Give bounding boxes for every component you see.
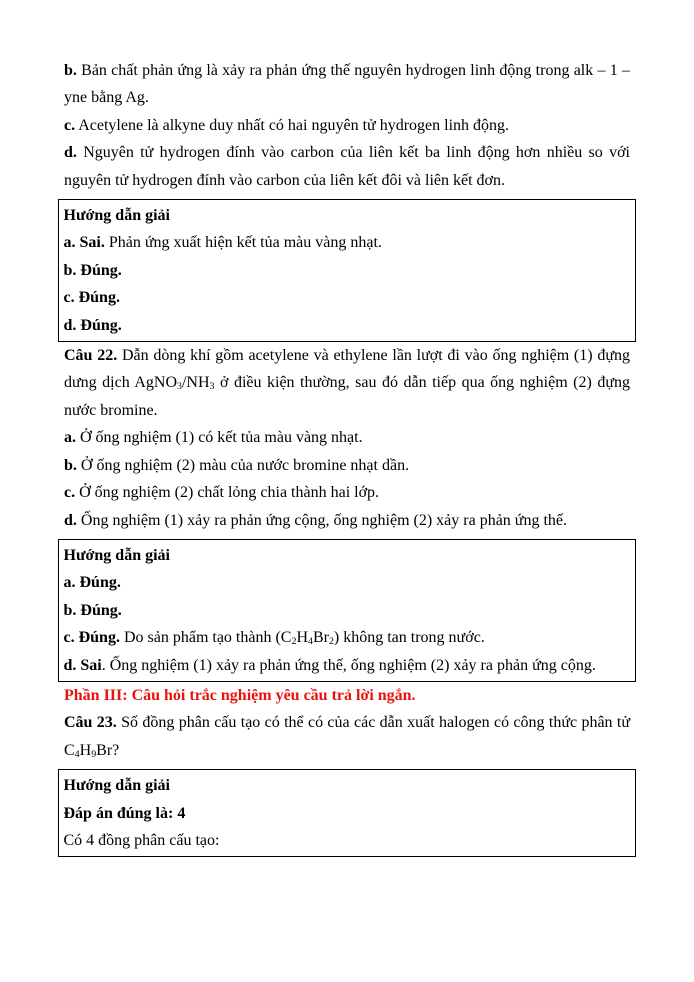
solution-title: Hướng dẫn giải — [63, 777, 170, 795]
document-content — [64, 57, 630, 857]
solution-title: Hướng dẫn giải — [63, 207, 170, 225]
solution-23-note — [64, 827, 630, 854]
statement-d-label: d. — [64, 144, 77, 162]
option-d-label: d. — [64, 511, 77, 529]
solution-21-d-label: d. Đúng. — [63, 316, 122, 334]
solution-21-a-text: Phản ứng xuất hiện kết tủa màu vàng nhạt. — [104, 234, 382, 252]
statement-c-label: c. — [64, 116, 76, 134]
statement-c — [64, 112, 630, 139]
solution-box-23-title — [64, 772, 630, 799]
solution-22-b — [64, 597, 630, 624]
subscript: 2 — [328, 635, 334, 647]
solution-22-c-text-3: Br — [312, 629, 329, 647]
part3-heading: Phần III: Câu hỏi trắc nghiệm yêu cầu trả lời ngắn. — [64, 686, 416, 704]
subscript: 4 — [308, 635, 313, 647]
option-a-label: a. — [64, 429, 76, 447]
solution-box-22-title — [64, 542, 630, 569]
solution-box-21-title — [64, 202, 630, 229]
solution-21-a-label: a. Sai. — [63, 234, 105, 252]
option-d-text: Ống nghiệm (1) xảy ra phản ứng cộng, ống nghiệm (2) xảy ra phản ứng thế. — [76, 511, 568, 529]
option-c-text: Ở ống nghiệm (2) chất lỏng chia thành hai lớp. — [75, 484, 380, 502]
statement-d — [64, 139, 630, 194]
option-b-text: Ở ống nghiệm (2) màu của nước bromine nhạt dần. — [76, 456, 410, 474]
solution-22-d — [64, 652, 630, 679]
solution-box-question-23 — [58, 769, 636, 857]
solution-22-d-text: . Ống nghiệm (1) xảy ra phản ứng thế, ống nghiệm (2) xảy ra phản ứng cộng. — [101, 656, 596, 674]
question-22-option-d — [64, 507, 630, 534]
solution-21-a — [64, 229, 630, 256]
question-23-label: Câu 23. — [64, 714, 117, 732]
solution-box-question-22 — [58, 539, 636, 682]
solution-22-c-label: c. Đúng. — [63, 629, 120, 647]
solution-22-c-text-4: ) không tan trong nước. — [333, 629, 485, 647]
question-22-text-2: /NH — [181, 374, 210, 392]
solution-23-answer — [64, 800, 630, 827]
statement-c-text: Acetylene là alkyne duy nhất có hai nguyên tử hydrogen linh động. — [75, 116, 510, 134]
question-22-text-3: ở điều kiện thường, sau đó dẫn tiếp qua ống nghiệm (2) đựng nước bromine. — [64, 374, 631, 419]
solution-22-a — [64, 569, 630, 596]
question-22-label: Câu 22. — [64, 347, 118, 365]
option-a-text: Ở ống nghiệm (1) có kết tủa màu vàng nhạt. — [76, 429, 363, 447]
question-22-option-b — [64, 452, 630, 479]
question-23 — [64, 709, 630, 764]
option-b-label: b. — [64, 456, 77, 474]
solution-21-b — [64, 257, 630, 284]
solution-21-c — [64, 284, 630, 311]
answer-label: Đáp án đúng là: 4 — [63, 804, 186, 822]
solution-22-c — [64, 624, 630, 651]
solution-21-b-label: b. Đúng. — [63, 261, 122, 279]
solution-box-question-21 — [58, 199, 636, 342]
solution-22-d-label: d. Sai — [63, 656, 102, 674]
statement-b-label: b. — [64, 62, 77, 79]
question-23-text-2: H — [79, 741, 92, 759]
solution-22-c-text-2: H — [296, 629, 308, 647]
question-22-option-c — [64, 479, 630, 506]
statement-b-text: Bản chất phản ứng là xảy ra phản ứng thế nguyên hydrogen linh động trong alk – 1 – yne bằng Ag. — [64, 62, 630, 107]
subscript: 2 — [291, 635, 297, 647]
question-22-text-1: Dẫn dòng khí gồm acetylene và ethylene lần lượt đi vào ống nghiệm (1) đựng dưng dịch AgNO — [64, 347, 631, 392]
statement-d-text: Nguyên tử hydrogen đính vào carbon của liên kết ba linh động hơn nhiều so với nguyên tử hydrogen đính vào carbon của liên kết đôi và liên kết đơn. — [64, 144, 630, 189]
note-text: Có 4 đồng phân cấu tạo: — [63, 831, 220, 849]
solution-21-d — [64, 312, 630, 339]
subscript: 3 — [209, 381, 215, 393]
subscript: 4 — [74, 748, 80, 760]
solution-22-c-text-1: Do sản phẩm tạo thành (C — [119, 629, 292, 647]
question-22-option-a — [64, 424, 630, 451]
solution-21-c-label: c. Đúng. — [63, 289, 120, 307]
subscript: 3 — [177, 381, 182, 393]
question-23-text-3: Br? — [96, 741, 120, 759]
solution-title: Hướng dẫn giải — [63, 546, 170, 564]
question-22 — [64, 342, 630, 424]
option-c-label: c. — [64, 484, 76, 502]
solution-22-a-label: a. Đúng. — [63, 574, 121, 592]
solution-22-b-label: b. Đúng. — [63, 601, 122, 619]
question-23-text-1: Số đồng phân cấu tạo có thể có của các dẫn xuất halogen có công thức phân tử C — [64, 714, 631, 759]
subscript: 9 — [91, 748, 97, 760]
statement-b — [64, 57, 630, 112]
